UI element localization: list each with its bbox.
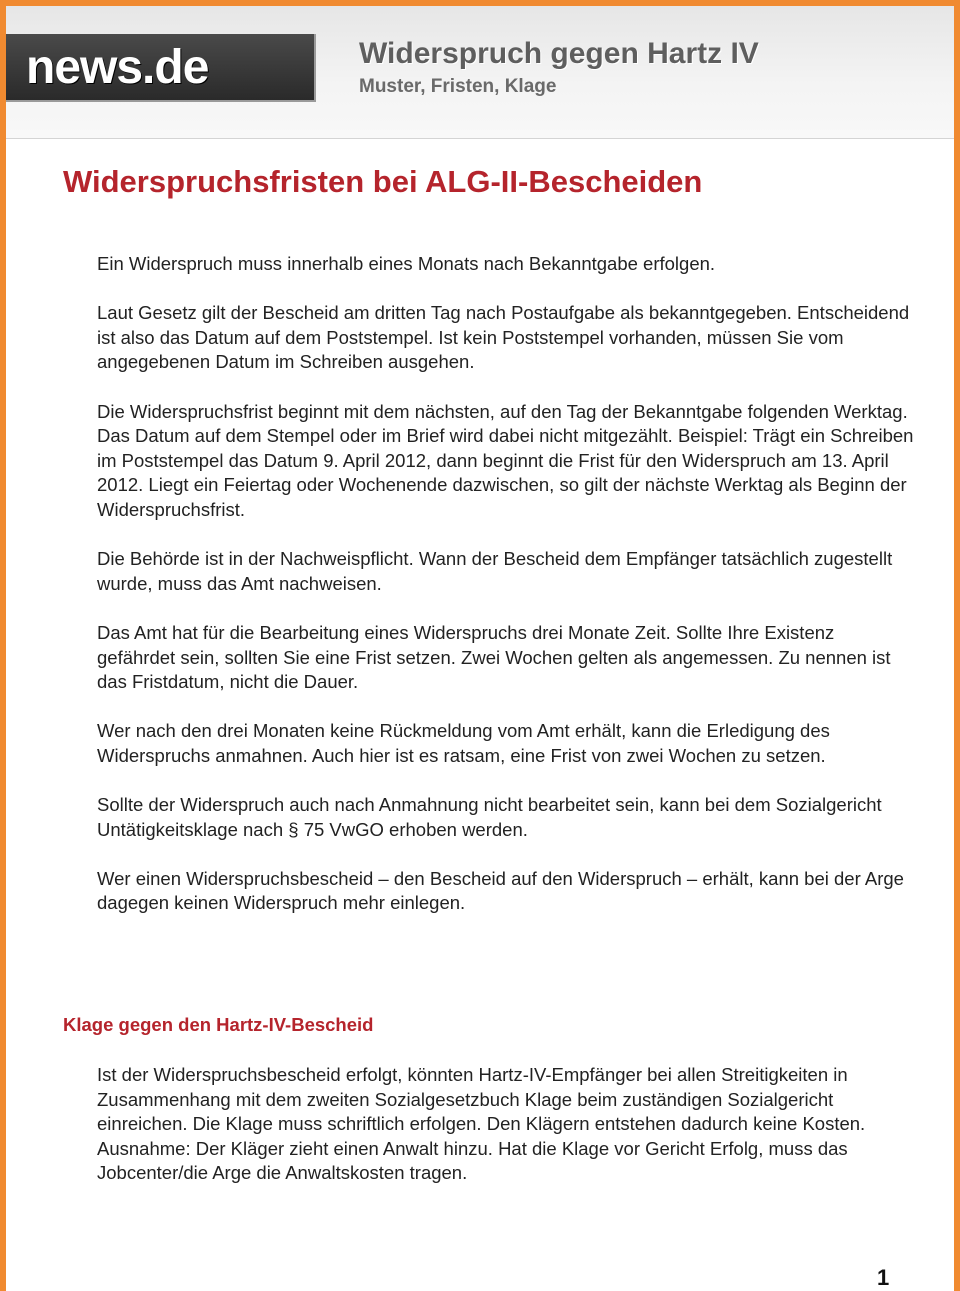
paragraph: Ein Widerspruch muss innerhalb eines Monats nach Bekanntgabe erfolgen. [97,253,716,274]
section-klage-body [97,1063,917,1186]
paragraph: Die Widerspruchsfrist beginnt mit dem nächsten, auf den Tag der Bekanntgabe folgenden Werktag. Das Datum auf dem Stempel oder im Brief wird dabei nicht mitgezählt. Beispiel: Trägt ein Schreiben im Poststempel das Datum 9. April 2012, dann beginnt die Frist für den Widerspruch am 13. April 2012. Liegt ein Feiertag oder Wochenende dazwischen, so gilt der nächste Werktag als Beginn der Widerspruchsfrist. [97,400,914,520]
section-heading-fristen: Widerspruchsfristen bei ALG-II-Bescheiden [63,164,703,199]
page-number: 1 [877,1265,890,1290]
paragraph: Sollte der Widerspruch auch nach Anmahnung nicht bearbeitet sein, kann bei dem Sozialgericht Untätigkeitsklage nach § 75 VwGO erhoben werden. [97,794,882,840]
logo-box [6,34,316,102]
section-heading-klage: Klage gegen den Hartz-IV-Bescheid [63,1014,374,1035]
document-page [6,6,954,1291]
section-fristen-body [97,252,917,916]
header-title: Widerspruch gegen Hartz IV [359,37,759,70]
news-de-logo: news.de [26,41,209,94]
paragraph: Laut Gesetz gilt der Bescheid am dritten Tag nach Postaufgabe als bekanntgegeben. Entscheidend ist also das Datum auf dem Poststempel. Ist kein Poststempel vorhanden, müssen Sie vom angegebenen Datum im Schreiben ausgehen. [97,302,910,373]
paragraph: Wer einen Widerspruchsbescheid – den Bescheid auf den Widerspruch – erhält, kann bei der Arge dagegen keinen Widerspruch mehr einlegen. [97,867,904,914]
paragraph: Die Behörde ist in der Nachweispflicht. Wann der Bescheid dem Empfänger tatsächlich zugestellt wurde, muss das Amt nachweisen. [97,548,893,594]
paragraph: Das Amt hat für die Bearbeitung eines Widerspruchs drei Monate Zeit. Sollte Ihre Existenz gefährdet sein, sollten Sie eine Frist setzen. Zwei Wochen gelten als angemessen. Zu nennen ist das Fristdatum, nicht die Dauer. [97,621,891,693]
header-subtitle: Muster, Fristen, Klage [359,76,557,97]
paragraph: Ist der Widerspruchsbescheid erfolgt, könnten Hartz-IV-Empfänger bei allen Streitigkeiten in Zusammenhang mit dem zweiten Sozialgesetzbuch Klage beim zuständigen Sozialgericht einreichen. Die Klage muss schriftlich erfolgen. Den Klägern entstehen dadurch keine Kosten. Ausnahme: Der Kläger zieht einen Anwalt hinzu. Hat die Klage vor Gericht Erfolg, muss das Jobcenter/die Arge die Anwaltskosten tragen. [97,1064,866,1184]
paragraph: Wer nach den drei Monaten keine Rückmeldung vom Amt erhält, kann die Erledigung des Widerspruchs anmahnen. Auch hier ist es ratsam, eine Frist von zwei Wochen zu setzen. [97,720,830,766]
page-header [6,6,954,139]
